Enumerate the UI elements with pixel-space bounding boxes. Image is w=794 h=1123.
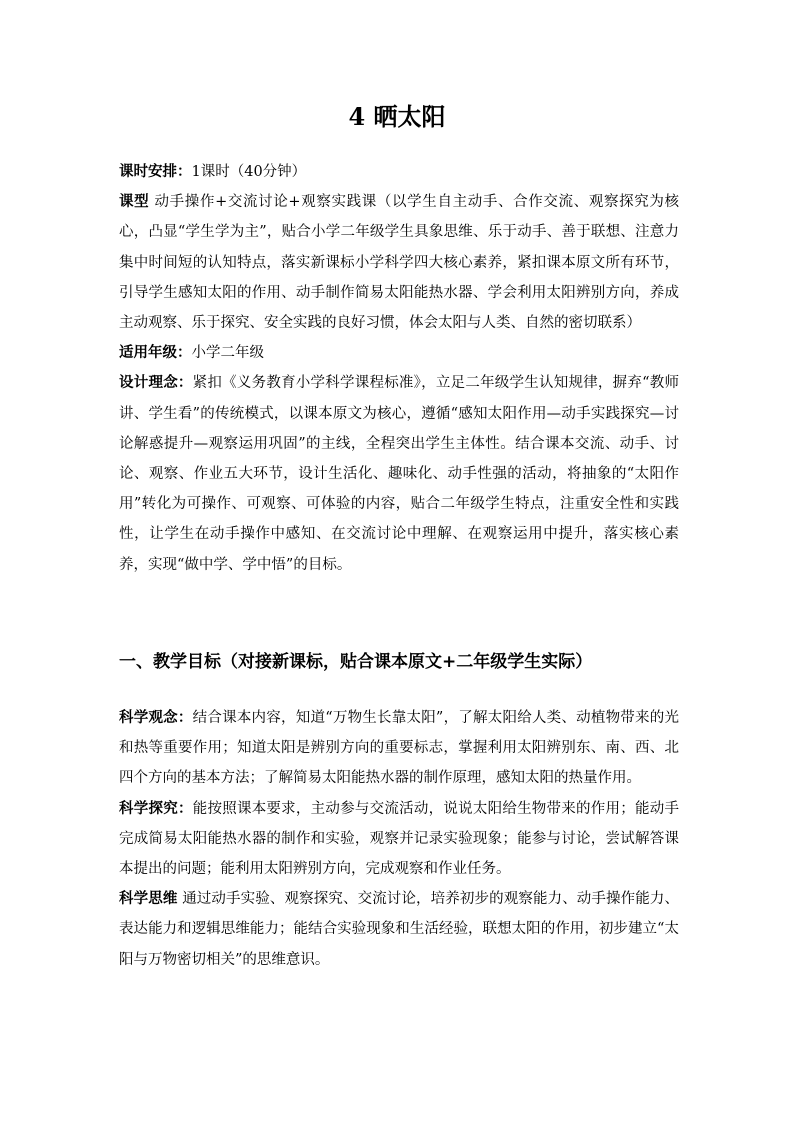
paragraph-design-concept xyxy=(119,368,679,579)
label-schedule: 课时安排： xyxy=(119,163,192,180)
label-scientific-concept: 科学观念： xyxy=(119,709,193,726)
label-design-concept: 设计理念： xyxy=(119,374,193,392)
label-lesson-type: 课型 xyxy=(119,193,150,211)
paragraph-grade xyxy=(119,338,679,368)
text-lesson-type: 动手操作+交流讨论+观察实践课（以学生自主动手、合作交流、观察探究为核心，凸显“学生学为主”，贴合小学二年级学生具象思维、乐于动手、善于联想、注意力集中时间短的认知特点，落实新课标小学科学四大核心素养，紧扣课本原文所有环节，引导学生感知太阳的作用、动手制作简易太阳能热水器、学会利用太阳辨别方向，养成主动观察、乐于探究、安全实践的良好习惯，体会太阳与人类、自然的密切联系） xyxy=(119,194,680,332)
label-grade: 适用年级： xyxy=(119,344,192,362)
text-schedule: 1课时（40分钟） xyxy=(191,164,307,180)
document-title: 4 晒太阳 xyxy=(348,102,446,131)
text-scientific-inquiry: 能按照课本要求，主动参与交流活动，说说太阳给生物带来的作用；能动手完成简易太阳能热水器的制作和实验，观察并记录实验现象；能参与讨论，尝试解答课本提出的问题；能利用太阳辨别方向，完成观察和作业任务。 xyxy=(119,800,679,878)
section-heading: 一、教学目标（对接新课标，贴合课本原文+二年级学生实际） xyxy=(119,652,593,672)
text-grade: 小学二年级 xyxy=(191,345,264,362)
paragraph-schedule xyxy=(119,157,679,187)
paragraph-scientific-thinking xyxy=(119,884,679,975)
paragraph-scientific-inquiry xyxy=(119,794,679,885)
text-scientific-thinking: 通过动手实验、观察探究、交流讨论，培养初步的观察能力、动手操作能力、表达能力和逻辑思维能力；能结合实验现象和生活经验，联想太阳的作用，初步建立“太阳与万物密切相关”的思维意识。 xyxy=(119,891,680,968)
label-scientific-thinking: 科学思维 xyxy=(119,890,178,908)
intro-section xyxy=(119,157,679,580)
paragraph-scientific-concept xyxy=(119,703,679,794)
paragraph-lesson-type xyxy=(119,187,679,338)
text-scientific-concept: 结合课本内容，知道“万物生长靠太阳”，了解太阳给人类、动植物带来的光和热等重要作用；知道太阳是辨别方向的重要标志，掌握利用太阳辨别东、南、西、北四个方向的基本方法；了解简易太阳能热水器的制作原理，感知太阳的热量作用。 xyxy=(119,710,679,787)
label-scientific-inquiry: 科学探究： xyxy=(119,799,193,817)
objectives-section xyxy=(119,703,679,975)
text-design-concept: 紧扣《义务教育小学科学课程标准》，立足二年级学生认知规律，摒弃“教师讲、学生看”的传统模式，以课本原文为核心，遵循“感知太阳作用—动手实践探究—讨论解惑提升—观察运用巩固”的主线，全程突出学生主体性。结合课本交流、动手、讨论、观察、作业五大环节，设计生活化、趣味化、动手性强的活动，将抽象的“太阳作用”转化为可操作、可观察、可体验的内容，贴合二年级学生特点，注重安全性和实践性，让学生在动手操作中感知、在交流讨论中理解、在观察运用中提升，落实核心素养，实现“做中学、学中悟”的目标。 xyxy=(119,375,679,573)
